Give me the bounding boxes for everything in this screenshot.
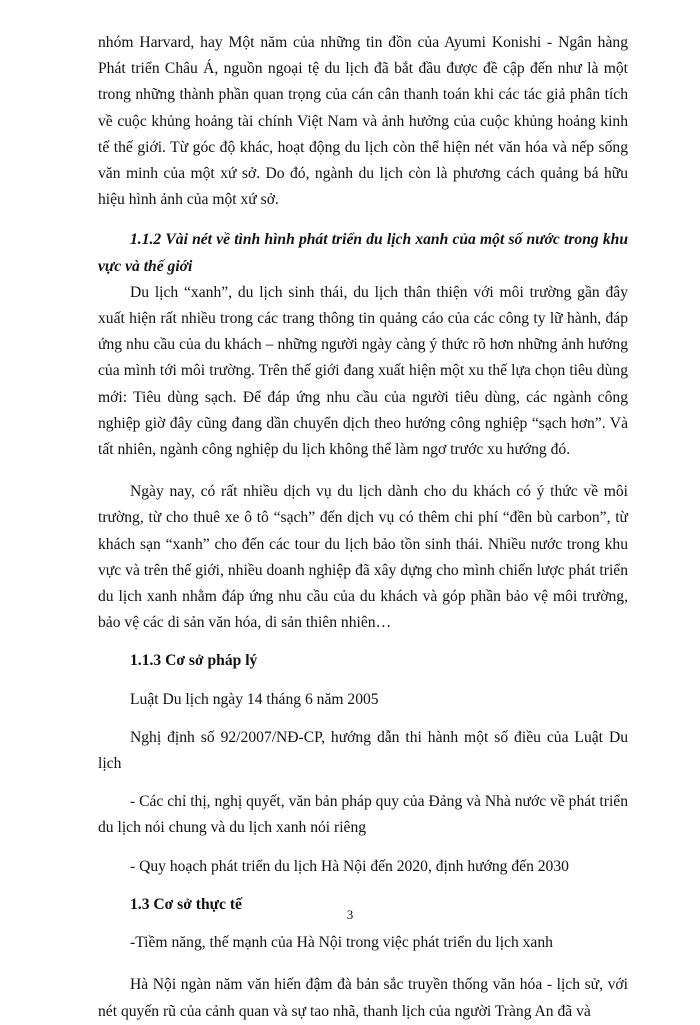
paragraph-hanoi-potential: -Tiềm năng, thế mạnh của Hà Nội trong việc phát triển du lịch xanh [130,934,553,952]
paragraph-tourism-law: Luật Du lịch ngày 14 tháng 6 năm 2005 [130,690,379,708]
section-heading-1-1-3: 1.1.3 Cơ sở pháp lý [130,652,258,670]
paragraph-intro-continued: nhóm Harvard, hay Một năm của những tin đồn của Ayumi Konishi - Ngân hàng Phát triển Châu Á, nguồn ngoại tệ du lịch đã bắt đầu được đề cập đến như là một trong những thành phần quan trọng của cán cân thanh toán khi các tác giả phân tích về cuộc khủng hoảng tài chính Việt Nam và ảnh hưởng của cuộc khủng hoảng kinh tế thế giới. Từ góc độ khác, hoạt động du lịch còn thể hiện nét văn hóa và nếp sống văn minh của một xứ sở. Do đó, ngành du lịch còn là phương cách quảng bá hữu hiệu hình ảnh của một xứ sở. [98,34,628,209]
page-number: 3 [346,907,354,922]
paragraph-hanoi-culture: Hà Nội ngàn năm văn hiến đậm đà bản sắc truyền thống văn hóa - lịch sử, với nét quyến rũ của cảnh quan và sự tao nhã, thanh lịch của người Tràng An đã và [98,976,628,1020]
paragraph-directives: - Các chỉ thị, nghị quyết, văn bản pháp quy của Đảng và Nhà nước về phát triển du lịch nói chung và du lịch xanh nói riêng [98,793,628,837]
paragraph-green-services: Ngày nay, có rất nhiều dịch vụ du lịch dành cho du khách có ý thức về môi trường, từ cho thuê xe ô tô “sạch” đến dịch vụ có thêm chi phí “đền bù carbon”, từ khách sạn “xanh” cho đến các tour du lịch bảo tồn sinh thái. Nhiều nước trong khu vực và trên thế giới, nhiều doanh nghiệp đã xây dựng cho mình chiến lược phát triển du lịch xanh nhằm đáp ứng nhu cầu của du khách và góp phần bảo vệ môi trường, bảo vệ các di sản văn hóa, di sản thiên nhiên… [98,483,628,632]
paragraph-decree: Nghị định số 92/2007/NĐ-CP, hướng dẫn thi hành một số điều của Luật Du lịch [98,728,628,773]
paragraph-hanoi-planning: - Quy hoạch phát triển du lịch Hà Nội đến 2020, định hướng đến 2030 [130,857,569,875]
section-heading-1-1-2: 1.1.2 Vài nét về tình hình phát triển du lịch xanh của một số nước trong khu vực và thế giới [98,231,628,275]
paragraph-green-tourism: Du lịch “xanh”, du lịch sinh thái, du lịch thân thiện với môi trường gần đây xuất hiện rất nhiều trong các trang thông tin quảng cáo của các công ty lữ hành, đáp ứng nhu cầu của du khách – những người ngày càng ý thức rõ hơn những ảnh hưởng của mình tới môi trường. Trên thế giới đang xuất hiện một xu thế lựa chọn tiêu dùng mới: Tiêu dùng sạch. Để đáp ứng nhu cầu của người tiêu dùng, các ngành công nghiệp giờ đây cũng đang dần chuyển dịch theo hướng công nghiệp “sạch hơn”. Và tất nhiên, ngành công nghiệp du lịch không thể làm ngơ trước xu hướng đó. [98,283,628,459]
section-heading-1-3: 1.3 Cơ sở thực tế [130,895,242,913]
